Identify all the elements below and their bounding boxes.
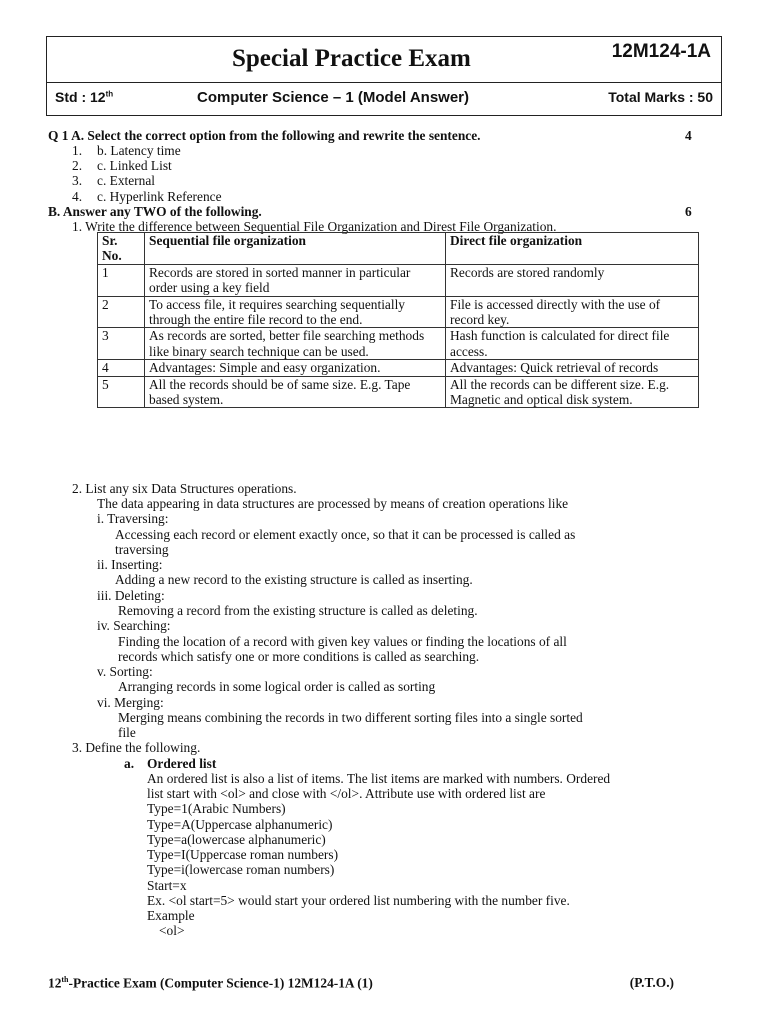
table-cell: 5	[98, 376, 145, 408]
q1a-answer-text: b. Latency time	[97, 143, 181, 158]
table-cell: Records are stored in sorted manner in particular order using a key field	[145, 264, 446, 296]
table-header-row	[98, 233, 699, 265]
operation-desc: file	[118, 725, 136, 740]
operation-desc: records which satisfy one or more conditions is called as searching.	[118, 649, 480, 664]
q1b-question-1: 1. Write the difference between Sequential File Organization and Direst File Organization.	[72, 219, 557, 234]
table-row	[98, 360, 699, 376]
table-cell: File is accessed directly with the use of record key.	[446, 296, 699, 328]
q3-line: Example	[147, 908, 195, 923]
total-marks: Total Marks : 50	[608, 89, 713, 105]
table-cell: To access file, it requires searching sequentially through the entire file record to the end.	[145, 296, 446, 328]
q3-line: Ex. <ol start=5> would start your ordered list numbering with the number five.	[147, 893, 570, 908]
q3-line: Start=x	[147, 878, 187, 893]
operation-desc: Merging means combining the records in two different sorting files into a single sorted	[118, 710, 583, 725]
q3-line: Type=1(Arabic Numbers)	[147, 801, 286, 816]
table-cell: 1	[98, 264, 145, 296]
table-cell: 4	[98, 360, 145, 376]
q3-heading: 3. Define the following.	[72, 740, 201, 755]
table-row	[98, 264, 699, 296]
q2-heading: 2. List any six Data Structures operations.	[72, 481, 297, 496]
operation-desc: Accessing each record or element exactly once, so that it can be processed is called as	[115, 527, 576, 542]
table-cell: 2	[98, 296, 145, 328]
table-cell: Hash function is calculated for direct file access.	[446, 328, 699, 360]
page-footer	[48, 975, 674, 991]
table-row	[98, 376, 699, 408]
footer-text: -Practice Exam (Computer Science-1) 12M124-1A (1)	[68, 975, 373, 991]
page-title: Special Practice Exam	[232, 45, 471, 72]
q3-line: Type=I(Uppercase roman numbers)	[147, 847, 339, 862]
table-header-cell: Sr. No.	[98, 233, 145, 265]
operation-desc: Adding a new record to the existing structure is called as inserting.	[115, 572, 473, 587]
table-header-cell: Direct file organization	[446, 233, 699, 265]
operation-title: vi. Merging:	[97, 695, 164, 710]
q1b-marks: 6	[685, 204, 692, 219]
footer-sup: th	[61, 975, 69, 984]
q3-line: <ol>	[159, 923, 185, 938]
operation-title: i. Traversing:	[97, 511, 169, 526]
q1a-answer-text: c. Linked List	[97, 158, 172, 173]
q3-line: Type=a(lowercase alphanumeric)	[147, 832, 326, 847]
q1a-answer-text: c. External	[97, 173, 155, 188]
q3-line: An ordered list is also a list of items. The list items are marked with numbers. Ordered	[147, 771, 611, 786]
subject-label: Computer Science – 1 (Model Answer)	[197, 89, 470, 106]
q1b-heading: B. Answer any TWO of the following.	[48, 204, 262, 219]
std-suffix: th	[105, 89, 114, 99]
table-cell: As records are sorted, better file searching methods like binary search technique can be used.	[145, 328, 446, 360]
exam-code: 12M124-1A	[611, 41, 711, 62]
q2-intro: The data appearing in data structures are processed by means of creation operations like	[97, 496, 569, 511]
q1a-answer-text: c. Hyperlink Reference	[97, 189, 222, 204]
operation-desc: Removing a record from the existing structure is called as deleting.	[118, 603, 478, 618]
operation-desc: Arranging records in some logical order is called as sorting	[118, 679, 436, 694]
operation-desc: traversing	[115, 542, 169, 557]
q1a-marks: 4	[685, 128, 692, 143]
std-label	[55, 89, 113, 105]
q1a-answer-num: 2.	[72, 158, 83, 173]
q3-line: list start with <ol> and close with </ol>. Attribute use with ordered list are	[147, 786, 546, 801]
q1a-answer-num: 1.	[72, 143, 83, 158]
q3-sub-title: Ordered list	[147, 756, 217, 771]
operation-desc: Finding the location of a record with given key values or finding the locations of all	[118, 634, 567, 649]
operation-title: v. Sorting:	[97, 664, 153, 679]
header-divider	[47, 82, 721, 83]
table-row	[98, 328, 699, 360]
operation-title: iii. Deleting:	[97, 588, 165, 603]
operation-title: ii. Inserting:	[97, 557, 163, 572]
q3-line: Type=A(Uppercase alphanumeric)	[147, 817, 333, 832]
comparison-table	[97, 232, 699, 408]
q1a-answer-num: 4.	[72, 189, 83, 204]
header-box	[46, 36, 722, 116]
table-header-cell: Sequential file organization	[145, 233, 446, 265]
table-cell: Records are stored randomly	[446, 264, 699, 296]
table-row	[98, 296, 699, 328]
table-cell: Advantages: Simple and easy organization.	[145, 360, 446, 376]
table-cell: All the records should be of same size. E.g. Tape based system.	[145, 376, 446, 408]
q1a-answer-num: 3.	[72, 173, 83, 188]
std-prefix: Std : 12	[55, 89, 106, 105]
q3-sub-label: a.	[124, 756, 135, 771]
table-cell: Advantages: Quick retrieval of records	[446, 360, 699, 376]
pto-label: (P.T.O.)	[629, 975, 674, 990]
table-cell: 3	[98, 328, 145, 360]
operation-title: iv. Searching:	[97, 618, 171, 633]
table-cell: All the records can be different size. E.g. Magnetic and optical disk system.	[446, 376, 699, 408]
footer-prefix: 12	[48, 975, 62, 991]
q3-line: Type=i(lowercase roman numbers)	[147, 862, 335, 877]
q1a-heading: Q 1 A. Select the correct option from the following and rewrite the sentence.	[48, 128, 481, 143]
